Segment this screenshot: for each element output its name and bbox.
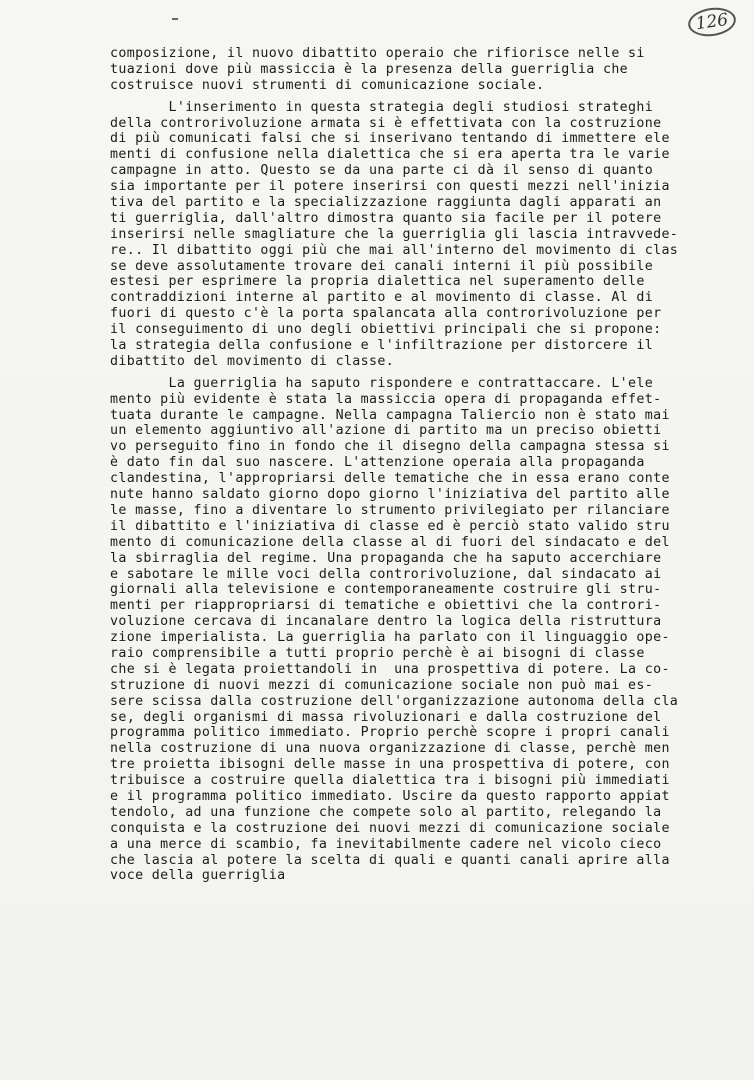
text-line: voluzione cercava di incanalare dentro la logica della ristruttura — [110, 614, 662, 630]
text-line: il conseguimento di uno degli obiettivi principali che si propone: — [110, 322, 662, 338]
text-line: tre proietta ibisogni delle masse in una prospettiva di potere, con — [110, 757, 670, 773]
paragraph — [110, 100, 730, 370]
text-line: che lascia al potere la scelta di quali e quanti canali aprire alla — [110, 852, 670, 868]
text-line: zione imperialista. La guerriglia ha parlato con il linguaggio ope- — [110, 630, 670, 646]
text-line: tiva del partito e la specializzazione raggiunta dagli apparati an — [110, 195, 662, 211]
text-line: clandestina, l'appropriarsi delle tematiche che in essa erano conte — [110, 471, 670, 487]
text-line: inserirsi nelle smagliature che la guerriglia gli lascia intravvede- — [110, 226, 679, 242]
text-line: la strategia della confusione e l'infiltrazione per distorcere il — [110, 338, 654, 354]
text-line: e il programma politico immediato. Uscire da questo rapporto appiat — [110, 788, 670, 804]
text-line: tribuisce a costruire quella dialettica tra i bisogni più immediati — [110, 773, 670, 789]
scan-speck — [172, 18, 178, 20]
text-line: nute hanno saldato giorno dopo giorno l'iniziativa del partito alle — [110, 487, 670, 503]
text-line: tendolo, ad una funzione che compete solo al partito, relegando la — [110, 804, 662, 820]
text-line: le masse, fino a diventare lo strumento privilegiato per rilanciare — [110, 502, 670, 518]
text-line: struzione di nuovi mezzi di comunicazione sociale non può mai es- — [110, 677, 654, 693]
typewritten-text — [110, 46, 730, 890]
text-line: voce della guerriglia — [110, 868, 286, 884]
page-number-stamp — [686, 5, 737, 39]
text-line: se deve assolutamente trovare dei canali interni il più possibile — [110, 258, 654, 274]
text-line: la sbirraglia del regime. Una propaganda che ha saputo accerchiare — [110, 550, 662, 566]
text-line: fuori di questo c'è la porta spalancata alla controrivoluzione per — [110, 306, 662, 322]
text-line: dibattito del movimento di classe. — [110, 353, 395, 369]
text-line: un elemento aggiuntivo all'azione di partito ma un preciso obietti — [110, 423, 662, 439]
text-line: costruisce nuovi strumenti di comunicazione sociale. — [110, 77, 545, 93]
text-line: tuazioni dove più massiccia è la presenza della guerriglia che — [110, 61, 629, 77]
text-line: L'inserimento in questa strategia degli studiosi strateghi — [110, 99, 654, 115]
text-line: a una merce di scambio, fa inevitabilmente cadere nel vicolo cieco — [110, 836, 662, 852]
text-line: contraddizioni interne al partito e al movimento di classe. Al di — [110, 290, 654, 306]
text-line: re.. Il dibattito oggi più che mai all'interno del movimento di clas — [110, 242, 679, 258]
text-line: giornali alla televisione e contemporaneamente costruire gli stru- — [110, 582, 662, 598]
text-line: sia importante per il potere inserirsi con questi mezzi nell'inizia — [110, 179, 670, 195]
text-line: nella costruzione di una nuova organizzazione di classe, perchè men — [110, 741, 670, 757]
text-line: sere scissa dalla costruzione dell'organizzazione autonoma della cla — [110, 693, 679, 709]
text-line: conquista e la costruzione dei nuovi mezzi di comunicazione sociale — [110, 820, 670, 836]
text-line: composizione, il nuovo dibattito operaio che rifiorisce nelle si — [110, 46, 645, 61]
page-number: 126 — [694, 9, 730, 35]
text-line: e sabotare le mille voci della controrivoluzione, dal sindacato ai — [110, 566, 662, 582]
text-line: che si è legata proiettandoli in una prospettiva di potere. La co- — [110, 661, 670, 677]
text-line: il dibattito e l'iniziativa di classe ed è perciò stato valido stru — [110, 518, 670, 534]
text-line: mento di comunicazione della classe al di fuori del sindacato e del — [110, 534, 670, 550]
text-line: menti per riappropriarsi di tematiche e obiettivi che la controri- — [110, 598, 662, 614]
text-line: se, degli organismi di massa rivoluzionari e dalla costruzione del — [110, 709, 662, 725]
text-line: menti di confusione nella dialettica che si era aperta tra le varie — [110, 147, 670, 163]
text-line: vo perseguito fino in fondo che il disegno della campagna stessa si — [110, 439, 670, 455]
text-line: della controrivoluzione armata si è effettivata con la costruzione — [110, 115, 662, 131]
text-line: raio comprensibile a tutti proprio perchè è ai bisogni di classe — [110, 645, 645, 661]
text-line: di più comunicati falsi che si inserivano tentando di immettere ele — [110, 131, 670, 147]
paragraph — [110, 46, 730, 94]
text-line: è dato fin dal suo nascere. L'attenzione operaia alla propaganda — [110, 455, 645, 471]
text-line: campagne in atto. Questo se da una parte ci dà il senso di quanto — [110, 163, 654, 179]
text-line: estesi per esprimere la propria dialettica nel superamento delle — [110, 274, 645, 290]
text-line: tuata durante le campagne. Nella campagna Taliercio non è stato mai — [110, 407, 670, 423]
paragraph — [110, 376, 730, 885]
text-line: ti guerriglia, dall'altro dimostra quanto sia facile per il potere — [110, 210, 662, 226]
text-line: La guerriglia ha saputo rispondere e contrattaccare. L'ele — [110, 375, 654, 391]
text-line: mento più evidente è stata la massiccia opera di propaganda effet- — [110, 391, 662, 407]
text-line: programma politico immediato. Proprio perchè scopre i propri canali — [110, 725, 670, 741]
